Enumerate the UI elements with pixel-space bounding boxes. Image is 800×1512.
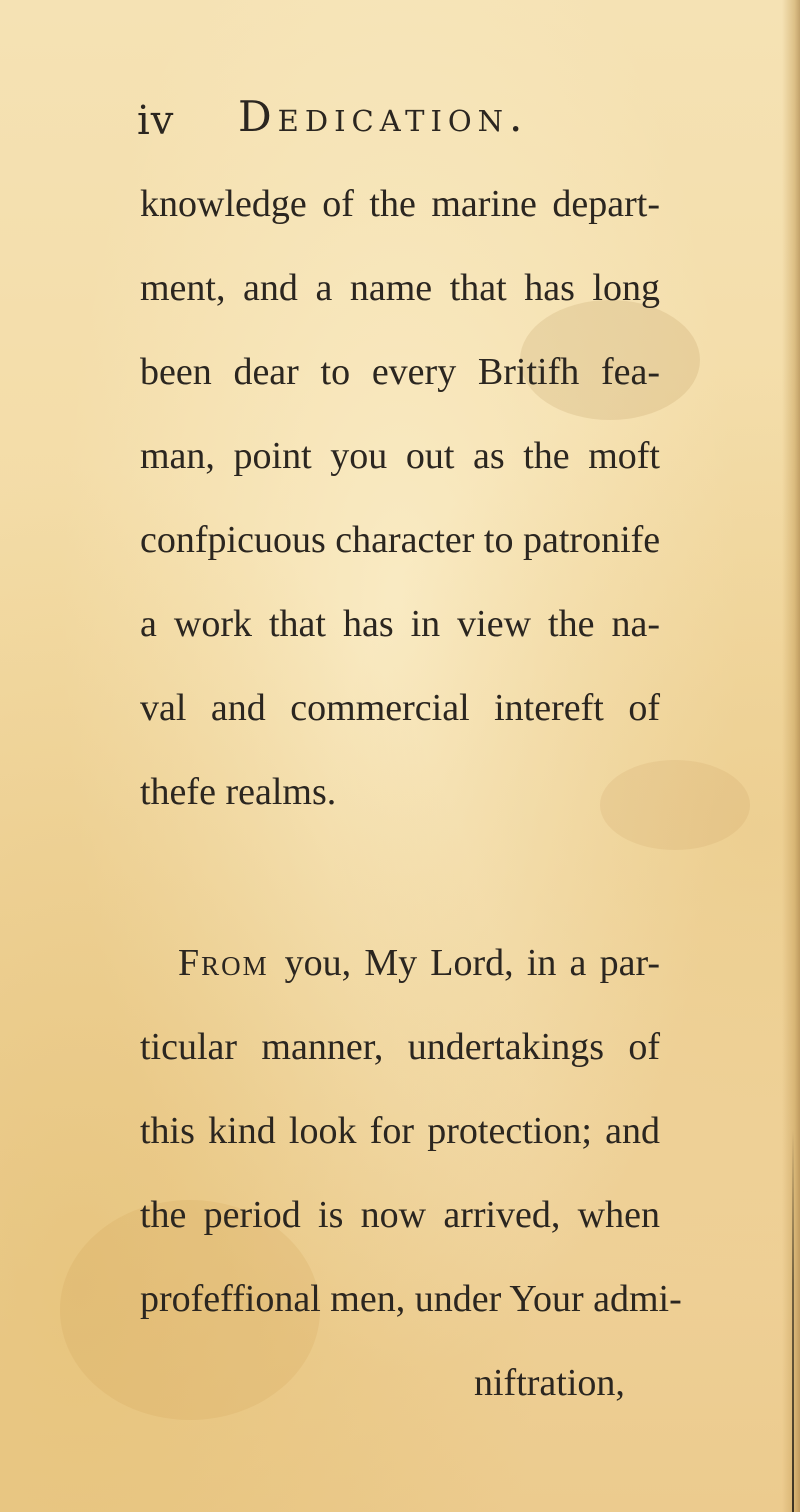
- body-line: confpicuous character to patronife: [140, 519, 661, 561]
- page-number: iv: [137, 98, 175, 144]
- body-line: profeffional men, under Your admi-: [140, 1278, 682, 1320]
- body-line: been dear to every Britifh fea-: [140, 351, 660, 393]
- body-line: ticular manner, undertakings of: [140, 1026, 660, 1068]
- body-line: thefe realms.: [140, 771, 337, 813]
- body-line: the period is now arrived, when: [140, 1194, 660, 1236]
- body-line: this kind look for protection; and: [140, 1110, 660, 1152]
- body-line: you, My Lord, in a par-: [284, 942, 660, 984]
- body-line: a work that has in view the na-: [140, 603, 660, 645]
- lead-word: From: [178, 942, 269, 984]
- body-line: man, point you out as the moft: [140, 435, 660, 477]
- running-header: [0, 92, 800, 158]
- catchword: niftration,: [474, 1362, 625, 1404]
- body-line: val and commercial intereft of: [140, 687, 660, 729]
- body-line: knowledge of the marine depart-: [140, 183, 660, 225]
- page-edge-line: [792, 1130, 794, 1512]
- foxing-stain: [600, 760, 750, 850]
- paragraph-opening-line: [178, 940, 660, 986]
- body-line: ment, and a name that has long: [140, 267, 660, 309]
- running-title: Dedication.: [238, 92, 529, 141]
- page-edge-shadow: [782, 0, 800, 1512]
